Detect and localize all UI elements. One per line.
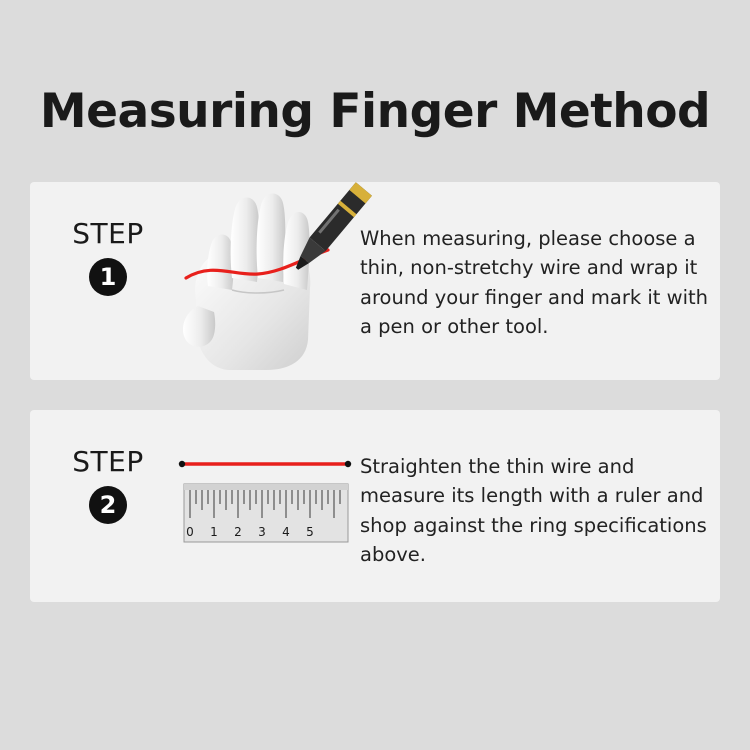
ruler-tick-1: 1 [210,525,218,539]
wire-and-ruler-illustration [170,440,360,570]
step-description-2: Straighten the thin wire and measure its length with a ruler and shop against the ring specifications above. [360,455,707,566]
ruler-tick-3: 3 [258,525,266,539]
ruler-tick-0: 0 [186,525,194,539]
step-card-1 [30,182,720,380]
step-label-2: STEP [72,445,144,478]
step-number-badge-1: 1 [89,258,127,296]
ruler-tick-4: 4 [282,525,290,539]
step-indicator-2 [60,445,156,524]
step-card-2 [30,410,720,602]
step-number-badge-2: 2 [89,486,127,524]
step-label-1: STEP [72,217,144,250]
step-description-1: When measuring, please choose a thin, non-stretchy wire and wrap it around your finger and mark it with a pen or other tool. [360,227,709,338]
ruler-tick-2: 2 [234,525,242,539]
marker-pen-illustration [273,182,373,292]
ruler-tick-5: 5 [306,525,314,539]
step-indicator-1 [60,217,156,296]
page-title: Measuring Finger Method [39,84,711,139]
